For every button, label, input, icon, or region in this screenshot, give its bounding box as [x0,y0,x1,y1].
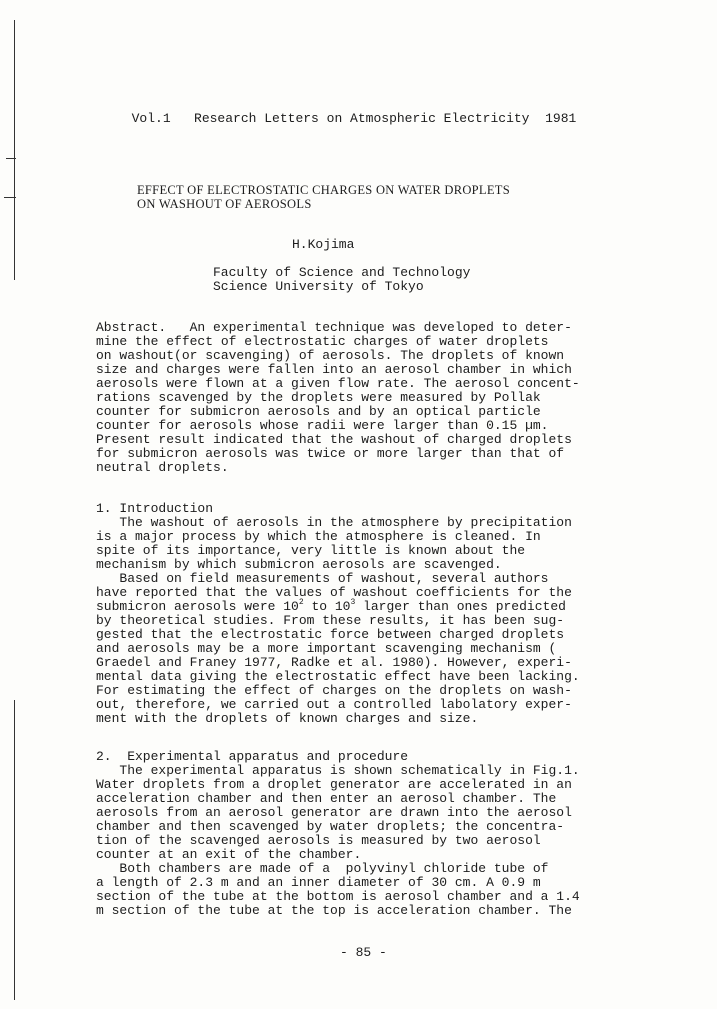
body-line: Water droplets from a droplet generator are accelerated in an [96,777,572,792]
abstract-line: for submicron aerosols was twice or more larger than that of [96,446,565,461]
abstract-line: mine the effect of electrostatic charges of water droplets [96,334,549,349]
abstract-line: neutral droplets. [96,460,229,475]
body-line: The washout of aerosols in the atmosphere by precipitation [96,515,572,530]
body-line: section of the tube at the bottom is aerosol chamber and a 1.4 [96,889,580,904]
abstract-line: rations scavenged by the droplets were measured by Pollak [96,390,541,405]
journal-name: Research Letters on Atmospheric Electricity [194,111,530,126]
body-line: For estimating the effect of charges on the droplets on wash- [96,683,572,698]
margin-mark [6,158,16,159]
section-heading: 1. Introduction [96,501,214,516]
body-line: Both chambers are made of a polyvinyl chloride tube of [96,861,549,876]
body-line: out, therefore, we carried out a controlled labolatory exper- [96,697,572,712]
margin-mark [14,700,15,1000]
affiliation: Science University of Tokyo [213,279,424,294]
body-line: mental data giving the electrostatic effect have been lacking. [96,669,580,684]
body-line: is a major process by which the atmosphere is cleaned. In [96,529,541,544]
paper-title: ON WASHOUT OF AEROSOLS [137,197,312,211]
body-line: a length of 2.3 m and an inner diameter of 30 cm. A 0.9 m [96,875,541,890]
body-line: and aerosols may be a more important scavenging mechanism ( [96,641,557,656]
running-header [116,98,576,126]
body-line: mechanism by which submicron aerosols are scavenged. [96,557,502,572]
year: 1981 [545,111,577,126]
body-line: The experimental apparatus is shown schematically in Fig.1. [96,763,580,778]
body-line: spite of its importance, very little is known about the [96,543,526,558]
volume-label: Vol.1 [131,111,171,126]
body-line: Graedel and Franey 1977, Radke et al. 1980). However, experi- [96,655,572,670]
page-number: - 85 - [340,945,387,960]
abstract-line: size and charges were fallen into an aerosol chamber in which [96,362,572,377]
body-line: tion of the scavenged aerosols is measured by two aerosol [96,833,541,848]
body-line: ment with the droplets of known charges and size. [96,711,479,726]
body-line: Based on field measurements of washout, several authors [96,571,549,586]
abstract-line: on washout(or scavenging) of aerosols. The droplets of known [96,348,565,363]
margin-mark [14,20,15,280]
author: H.Kojima [292,237,355,252]
abstract-line: counter for submicron aerosols and by an optical particle [96,404,541,419]
body-line: m section of the tube at the top is acceleration chamber. The [96,903,572,918]
margin-mark [4,197,16,198]
affiliation: Faculty of Science and Technology [213,265,471,280]
body-line: by theoretical studies. From these results, it has been sug- [96,613,565,628]
abstract-line: counter for aerosols whose radii were larger than 0.15 µm. [96,418,549,433]
body-line-exponent: submicron aerosols were $10^2$ to $10^3$ larger than ones predicted [96,598,566,614]
abstract-line: aerosols were flown at a given flow rate. The aerosol concent- [96,376,580,391]
body-line: aerosols from an aerosol generator are drawn into the aerosol [96,805,572,820]
body-line: have reported that the values of washout coefficients for the [96,585,572,600]
body-line: chamber and then scavenged by water droplets; the concentra- [96,819,565,834]
abstract-line: Present result indicated that the washout of charged droplets [96,432,572,447]
paper-title: EFFECT OF ELECTROSTATIC CHARGES ON WATER DROPLETS [137,183,510,197]
body-line: acceleration chamber and then enter an aerosol chamber. The [96,791,557,806]
body-line: counter at an exit of the chamber. [96,847,362,862]
abstract-line: Abstract. An experimental technique was developed to deter- [96,320,572,335]
section-heading: 2. Experimental apparatus and procedure [96,749,409,764]
body-line: gested that the electrostatic force between charged droplets [96,627,565,642]
